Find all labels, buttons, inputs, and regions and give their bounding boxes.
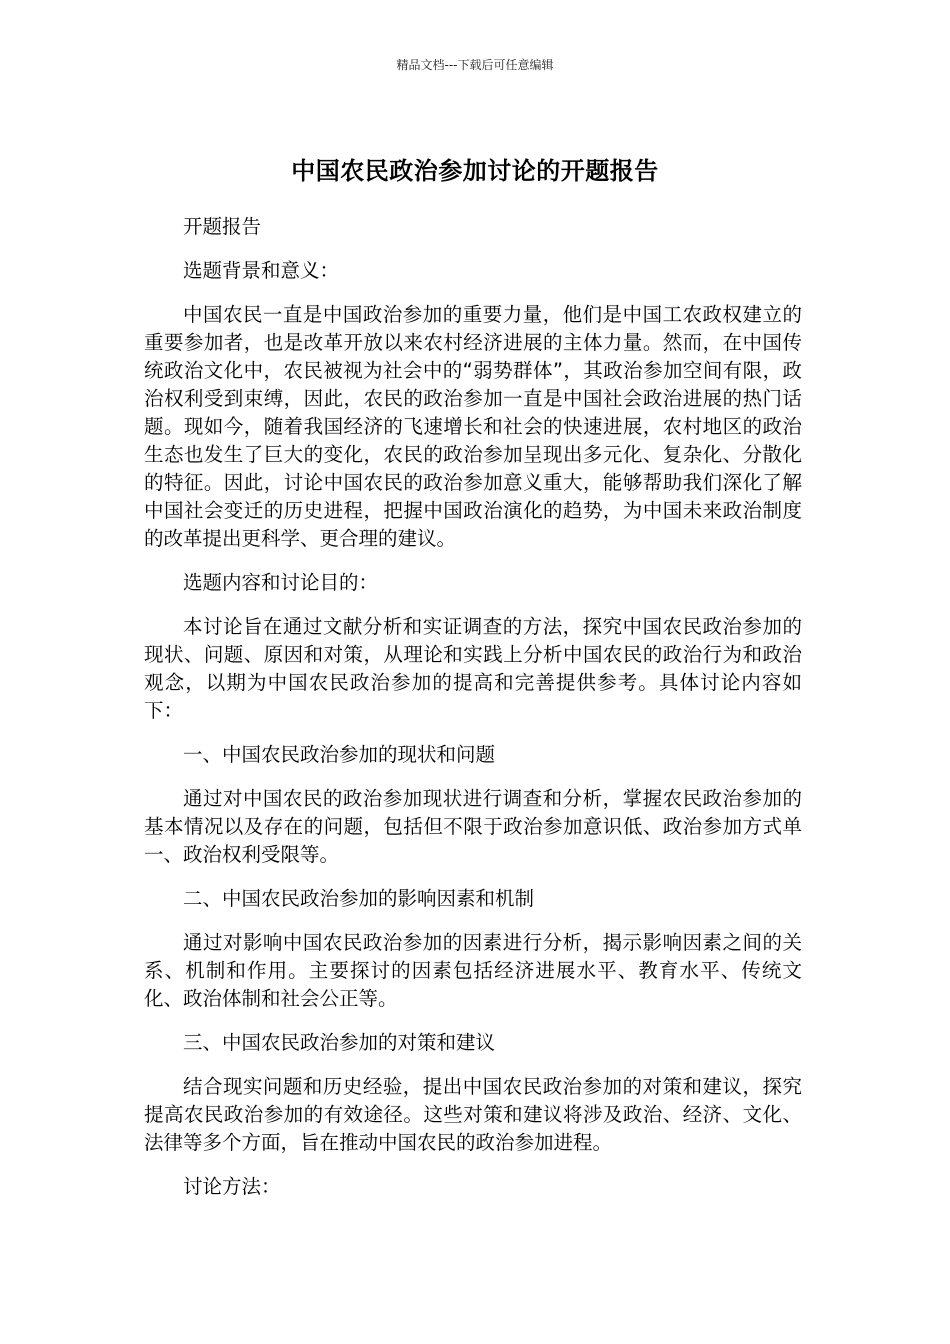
- paragraph-factors: 通过对影响中国农民政治参加的因素进行分析，揭示影响因素之间的关系、机制和作用。主要探讨的因素包括经济进展水平、教育水平、传统文化、政治体制和社会公正等。: [144, 931, 802, 1010]
- header-note: 精品文档---下载后可任意编辑: [396, 58, 554, 72]
- section-heading-methods: 讨论方法：: [183, 1175, 281, 1198]
- paragraph-status: 通过对中国农民的政治参加现状进行调查和分析，掌握农民政治参加的基本情况以及存在的问题，包括但不限于政治参加意识低、政治参加方式单一、政治权利受限等。: [144, 787, 802, 866]
- section-heading-background: 选题背景和意义：: [183, 259, 340, 282]
- subheading-factors: 二、中国农民政治参加的影响因素和机制: [183, 887, 535, 910]
- paragraph-background: 中国农民一直是中国政治参加的重要力量，他们是中国工农政权建立的重要参加者，也是改革开放以来农村经济进展的主体力量。然而，在中国传统政治文化中，农民被视为社会中的“弱势群体”，其政治参加空间有限，政治权利受到束缚，因此，农民的政治参加一直是中国社会政治进展的热门话题。现如今，随着我国经济的飞速增长和社会的快速进展，农村地区的政治生态也发生了巨大的变化，农民的政治参加呈现出多元化、复杂化、分散化的特征。因此，讨论中国农民的政治参加意义重大，能够帮助我们深化了解中国社会变迁的历史进程，把握中国政治演化的趋势，为中国未来政治制度的改革提出更科学、更合理的建议。: [144, 303, 802, 550]
- section-heading-report: 开题报告: [183, 215, 262, 238]
- section-heading-content: 选题内容和讨论目的：: [183, 571, 379, 594]
- document-title: 中国农民政治参加讨论的开题报告: [291, 157, 659, 186]
- subheading-measures: 三、中国农民政治参加的对策和建议: [183, 1031, 496, 1054]
- document-body: [144, 213, 802, 1217]
- paragraph-measures: 结合现实问题和历史经验，提出中国农民政治参加的对策和建议，探究提高农民政治参加的有效途径。这些对策和建议将涉及政治、经济、文化、法律等多个方面，旨在推动中国农民的政治参加进程。: [144, 1075, 802, 1154]
- paragraph-content: 本讨论旨在通过文献分析和实证调查的方法，探究中国农民政治参加的现状、问题、原因和对策，从理论和实践上分析中国农民的政治行为和政治观念，以期为中国农民政治参加的提高和完善提供参考。具体讨论内容如下：: [144, 615, 802, 722]
- subheading-status: 一、中国农民政治参加的现状和问题: [183, 743, 496, 766]
